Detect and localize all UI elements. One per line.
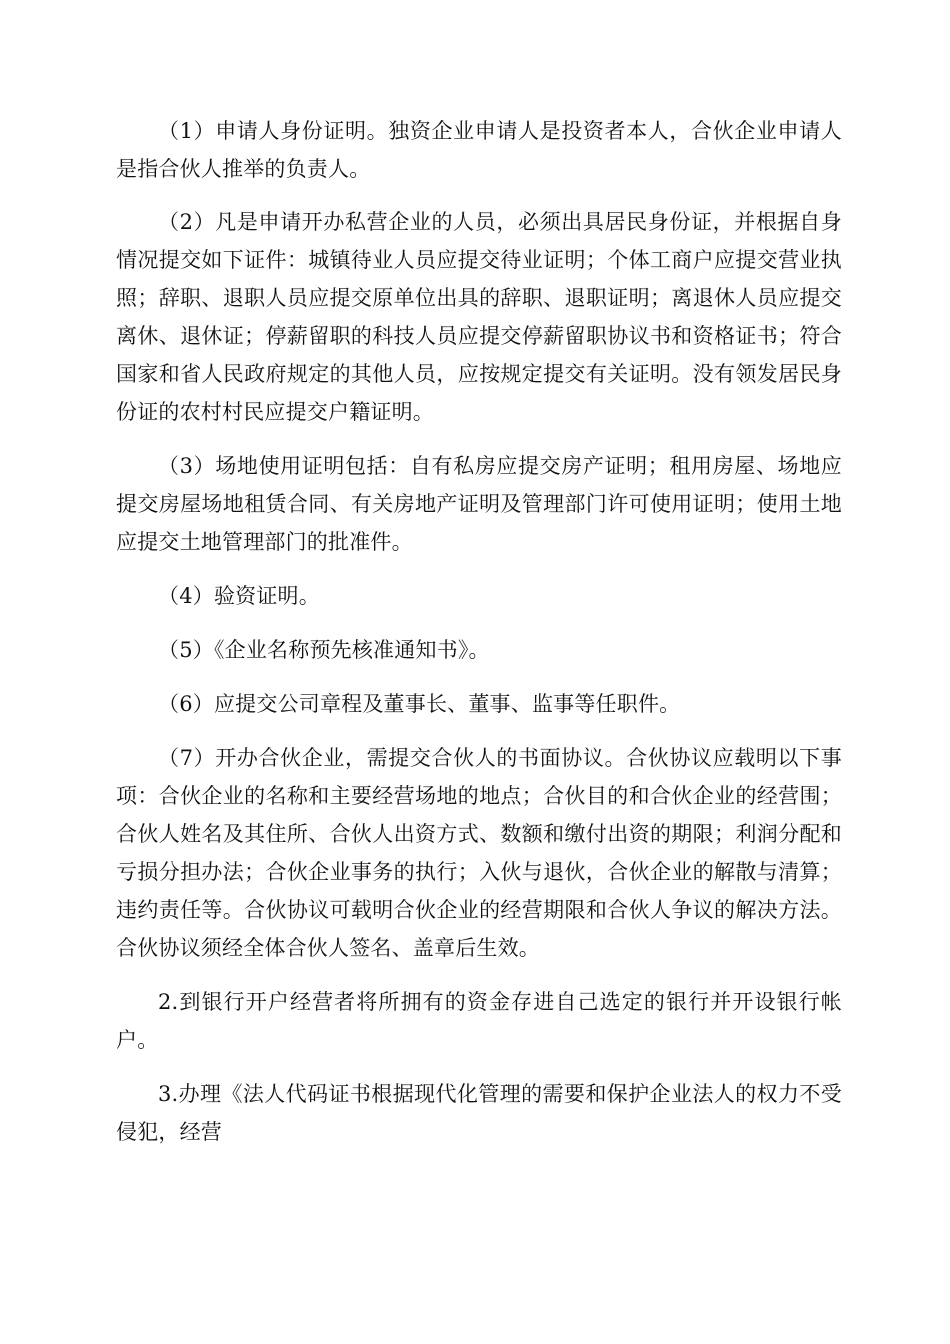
paragraph-applicant-identity: （1）申请人身份证明。独资企业申请人是投资者本人，合伙企业申请人是指合伙人推举的负责人。 — [116, 119, 842, 181]
paragraph-legal-code-certificate: 3.办理《法人代码证书根据现代化管理的需要和保护企业法人的权力不受侵犯，经营 — [116, 1082, 842, 1144]
paragraph-required-certificates: （2）凡是申请开办私营企业的人员，必须出具居民身份证，并根据自身情况提交如下证件：城镇待业人员应提交待业证明；个体工商户应提交营业执照；辞职、退职人员应提交原单位出具的辞职、退职证明；离退休人员应提交离休、退休证；停薪留职的科技人员应提交停薪留职协议书和资格证书；符合国家和省人民政府规定的其他人员，应按规定提交有关证明。没有领发居民身份证的农村村民应提交户籍证明。 — [116, 210, 842, 424]
paragraph-company-articles: （6）应提交公司章程及董事长、董事、监事等任职件。 — [158, 692, 681, 716]
paragraph-bank-account: 2.到银行开户经营者将所拥有的资金存进自己选定的银行并开设银行帐户。 — [116, 990, 842, 1052]
paragraph-site-usage-proof: （3）场地使用证明包括：自有私房应提交房产证明；租用房屋、场地应提交房屋场地租赁合同、有关房地产证明及管理部门许可使用证明；使用土地应提交土地管理部门的批准件。 — [116, 454, 842, 554]
paragraph-name-approval-notice: （5）《企业名称预先核准通知书》。 — [158, 638, 490, 662]
paragraph-capital-verification: （4）验资证明。 — [158, 584, 320, 608]
paragraph-partnership-agreement: （7）开办合伙企业，需提交合伙人的书面协议。合伙协议应载明以下事项：合伙企业的名称和主要经营场地的地点；合伙目的和合伙企业的经营围；合伙人姓名及其住所、合伙人出资方式、数额和缴付出资的期限；利润分配和亏损分担办法；合伙企业事务的执行；入伙与退伙，合伙企业的解散与清算；违约责任等。合伙协议可载明合伙企业的经营期限和合伙人争议的解决方法。合伙协议须经全体合伙人签名、盖章后生效。 — [116, 746, 842, 960]
document-body — [116, 112, 842, 1151]
